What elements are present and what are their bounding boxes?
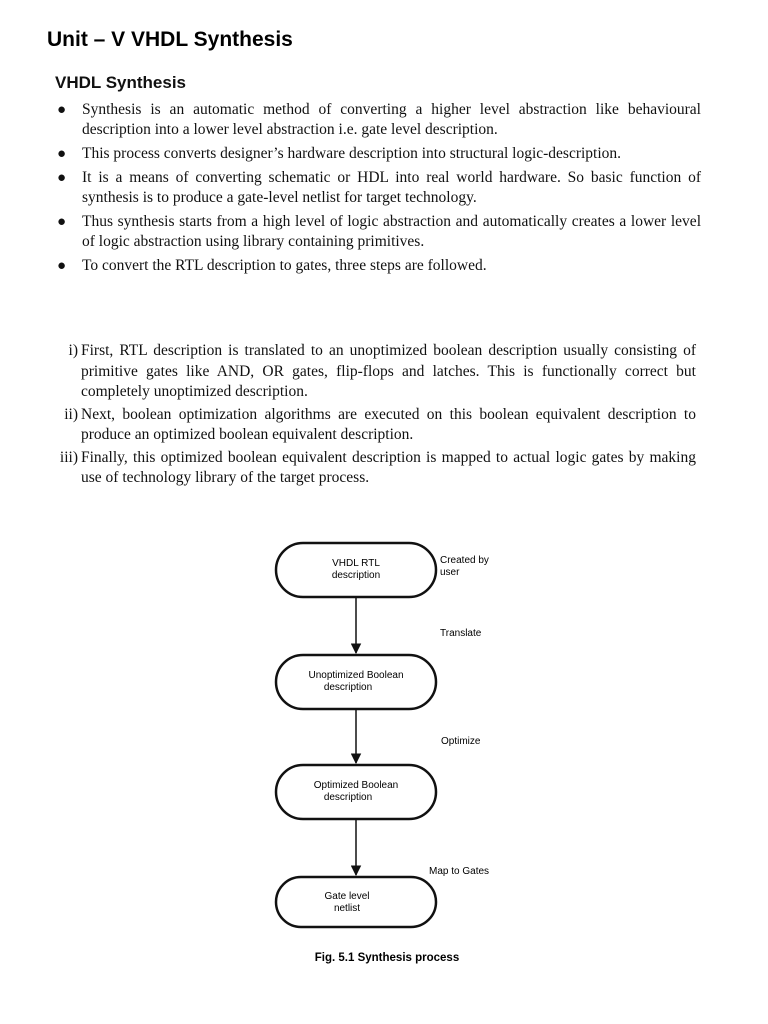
flow-node-label: description (323, 792, 373, 803)
page-title: Unit – V VHDL Synthesis (47, 28, 293, 51)
step-number: iii) (59, 448, 78, 466)
steps-list (56, 341, 696, 491)
bullet-item (56, 144, 701, 164)
bullet-item (56, 168, 701, 208)
synthesis-flow-diagram (0, 540, 768, 980)
flow-node-label: Optimized Boolean (313, 780, 399, 791)
edge-label-optimize: Optimize (441, 736, 481, 747)
bullet-text: This process converts designer’s hardware description into structural logic-description. (82, 145, 622, 162)
bullet-icon: ● (57, 258, 67, 274)
step-number: i) (68, 342, 78, 359)
flow-node-label: description (331, 570, 381, 581)
step-item (56, 341, 696, 403)
figure-caption: Fig. 5.1 Synthesis process (314, 952, 460, 964)
flow-node-label: Gate level (324, 891, 370, 902)
step-item (56, 448, 696, 489)
bullet-text: Thus synthesis starts from a high level of logic abstraction and automatically creates a lower level of logic abstraction using library containing primitives. (82, 213, 701, 250)
step-text: First, RTL description is translated to an unoptimized boolean description usually consisting of primitive gates like AND, OR gates, flip-flops and latches. This is functionally correct but completely unoptimized description. (81, 342, 696, 400)
bullet-icon: ● (57, 146, 67, 162)
flow-node-label: VHDL RTL (332, 558, 380, 569)
bullet-text: To convert the RTL description to gates, three steps are followed. (82, 257, 487, 274)
step-number: ii) (64, 405, 78, 423)
bullet-item (56, 256, 701, 276)
flow-node-label: Unoptimized Boolean (308, 670, 404, 681)
side-note: user (440, 567, 460, 578)
flow-node-gate-level-netlist (276, 877, 436, 927)
step-text: Next, boolean optimization algorithms are executed on this boolean equivalent description to produce an optimized boolean equivalent description. (81, 405, 696, 443)
bullet-text: Synthesis is an automatic method of converting a higher level abstraction like behavioural description into a lower level abstraction i.e. gate level description. (82, 101, 701, 138)
bullet-icon: ● (57, 102, 67, 118)
flow-node-label: netlist (333, 903, 361, 914)
bullet-item (56, 212, 701, 252)
step-text: Finally, this optimized boolean equivalent description is mapped to actual logic gates by making use of technology library of the target process. (81, 448, 696, 486)
bullet-icon: ● (57, 170, 67, 186)
edge-label-translate: Translate (440, 628, 482, 639)
side-note: Created by (440, 555, 489, 566)
bullet-icon: ● (57, 214, 67, 230)
step-item (56, 405, 696, 446)
edge-label-map-to-gates: Map to Gates (429, 866, 490, 877)
bullet-list (56, 100, 701, 280)
section-heading: VHDL Synthesis (55, 73, 187, 92)
flow-node-label: description (323, 682, 373, 693)
bullet-item (56, 100, 701, 140)
bullet-text: It is a means of converting schematic or HDL into real world hardware. So basic function of synthesis is to produce a gate-level netlist for target technology. (82, 169, 701, 206)
